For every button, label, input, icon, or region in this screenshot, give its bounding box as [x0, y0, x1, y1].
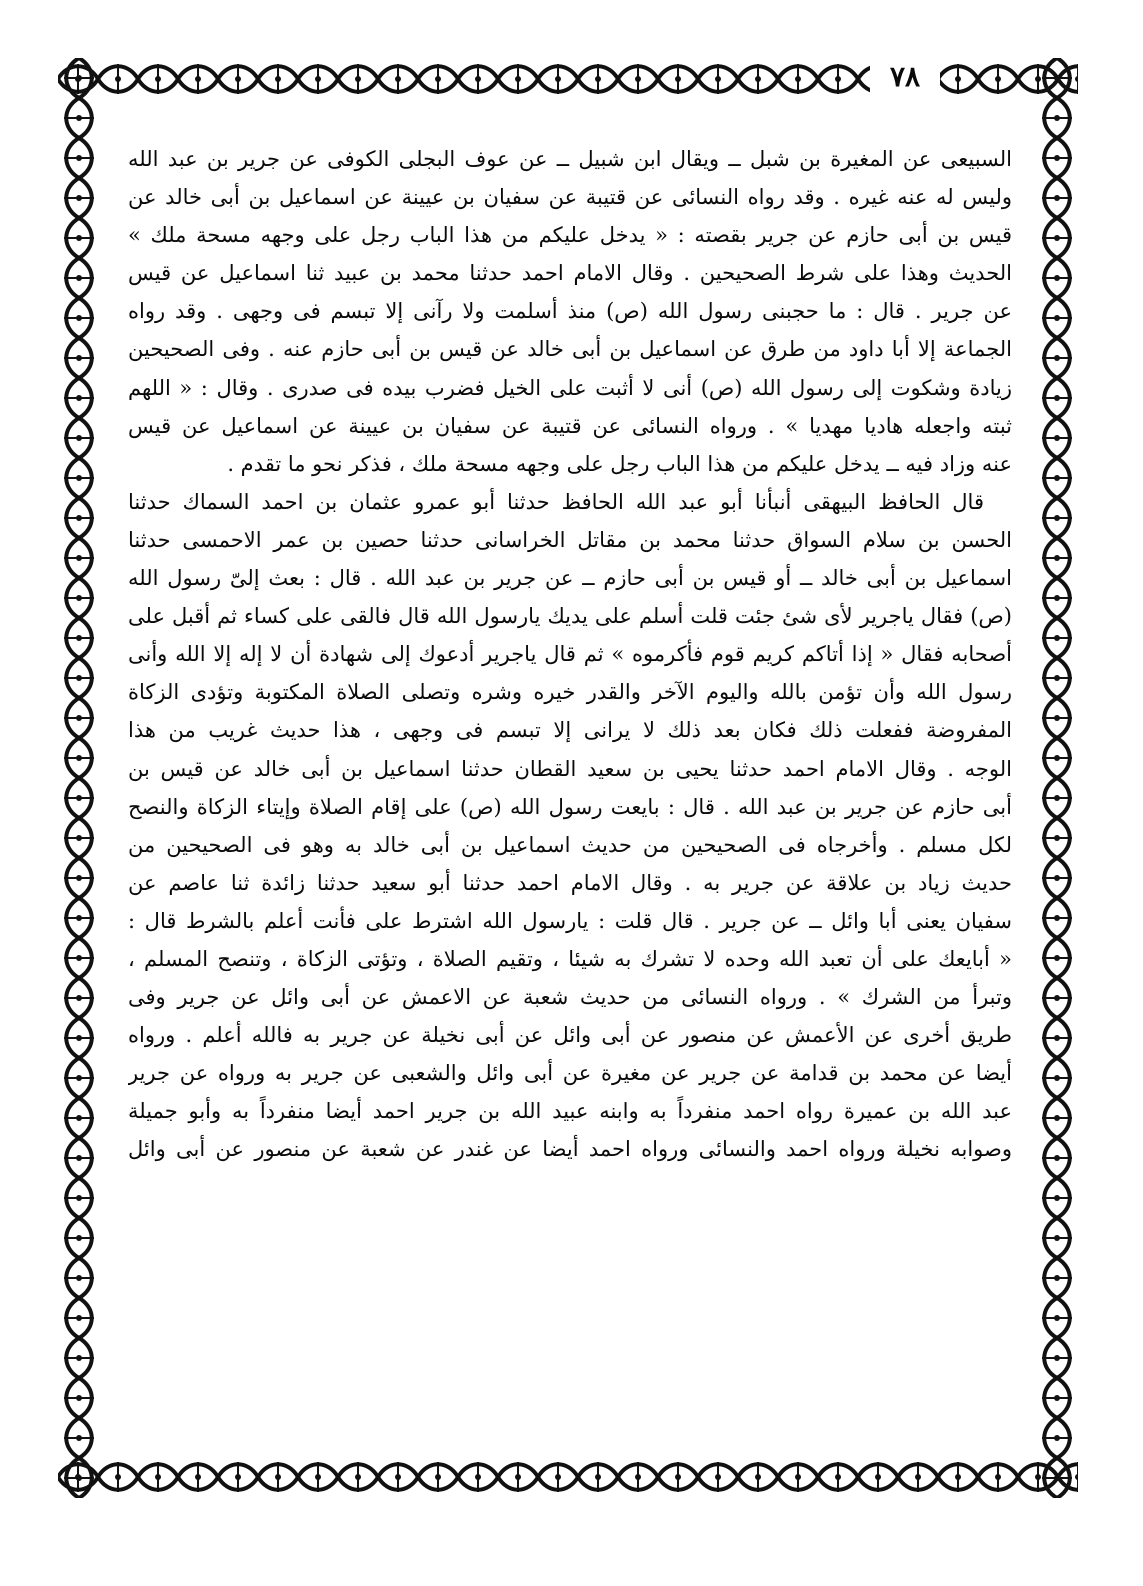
text-line: السبيعى عن المغيرة بن شبل ــ ويقال ابن شبيل ــ عن عوف البجلى الكوفى عن جرير بن عبد الله: [128, 147, 1012, 171]
text-line: أصحابه فقال « إذا أتاكم كريم قوم فأكرموه » ثم قال ياجرير أدعوك إلى شهادة أن لا إله إلا الله وأنى: [128, 642, 1012, 667]
text-line: زيادة وشكوت إلى رسول الله (ص) أنى لا أثبت على الخيل فضرب بيده فى صدرى . وقال : « اللهم: [128, 375, 1012, 400]
text-line: رسول الله وأن تؤمن بالله واليوم الآخر والقدر خيره وشره وتصلى الصلاة المكتوبة وتؤدى الزكاة: [128, 680, 1012, 705]
text-line: عنه وزاد فيه ــ يدخل عليكم من هذا الباب رجل على وجهه مسحة ملك ، فذكر نحو ما تقدم .: [227, 451, 1012, 476]
ornament-border-left: [58, 58, 100, 1498]
ornament-border-bottom: [58, 1456, 1078, 1498]
text-line: عبد الله بن عميرة رواه احمد منفرداً به وابنه عبيد الله بن جرير احمد أيضا منفرداً به وأبو جميلة: [128, 1099, 1012, 1124]
page-number: ٧٨: [870, 60, 940, 94]
text-line: أيضا عن محمد بن قدامة عن جرير عن مغيرة عن أبى وائل والشعبى عن جرير به ورواه عن جرير: [128, 1061, 1012, 1086]
text-line: وتبرأ من الشرك » . ورواه النسائى من حديث شعبة عن الاعمش عن أبى وائل عن جرير وفى: [128, 985, 1012, 1010]
text-line: « أبايعك على أن تعبد الله وحده لا تشرك به شيئا ، وتقيم الصلاة ، وتؤتى الزكاة ، وتنصح المسلم ،: [128, 946, 1012, 971]
text-line: الحسن بن سلام السواق حدثنا محمد بن مقاتل الخراسانى حدثنا حصين بن عمر الاحمسى حدثنا: [128, 527, 1012, 552]
text-line: قيس بن أبى حازم عن جرير بقصته : « يدخل عليكم من هذا الباب رجل على وجهه مسحة ملك »: [128, 223, 1012, 248]
text-line: وصوابه نخيلة ورواه احمد والنسائى ورواه احمد أيضا عن غندر عن شعبة عن منصور عن أبى وائل: [128, 1137, 1012, 1162]
text-line: (ص) فقال ياجرير لأى شئ جئت قلت أسلم على يديك يارسول الله قال فالقى على كساء ثم أقبل على: [128, 604, 1012, 629]
text-line: الجماعة إلا أبا داود من طرق عن اسماعيل بن أبى خالد عن قيس بن أبى حازم عنه . وفى الصحيحين: [128, 337, 1012, 362]
text-line: حديث زياد بن علاقة عن جرير به . وقال الامام احمد حدثنا أبو سعيد حدثنا زائدة ثنا عاصم عن: [128, 870, 1012, 895]
text-line: سفيان يعنى أبا وائل ــ عن جرير . قال قلت : يارسول الله اشترط على فأنت أعلم بالشرط قال :: [128, 908, 1012, 933]
text-line: قال الحافظ البيهقى أنبأنا أبو عبد الله الحافظ حدثنا أبو عمرو عثمان بن احمد السماك حدثنا: [128, 489, 984, 514]
text-line: أبى حازم عن جرير بن عبد الله . قال : بايعت رسول الله (ص) على إقام الصلاة وإيتاء الزكاة والنصح: [128, 794, 1012, 819]
text-body: [128, 140, 1012, 1169]
text-line: وليس له عنه غيره . وقد رواه النسائى عن قتيبة عن سفيان بن عيينة عن اسماعيل بن أبى خالد عن: [128, 185, 1012, 210]
text-line: طريق أخرى عن الأعمش عن منصور عن أبى وائل عن أبى نخيلة عن جرير به فالله أعلم . ورواه: [128, 1023, 1012, 1048]
text-line: ثبته واجعله هاديا مهديا » . ورواه النسائى عن قتيبة عن سفيان بن عيينة عن اسماعيل عن قيس: [128, 413, 1012, 438]
text-line: عن جرير . قال : ما حجبنى رسول الله (ص) منذ أسلمت ولا رآنى إلا تبسم فى وجهى . وقد رواه: [128, 299, 1012, 324]
text-line: لكل مسلم . وأخرجاه فى الصحيحين من حديث اسماعيل بن أبى خالد به وهو فى الصحيحين من: [128, 832, 1012, 857]
text-line: المفروضة ففعلت ذلك فكان بعد ذلك لا يرانى إلا تبسم فى وجهى ، هذا حديث غريب من هذا: [128, 718, 1012, 743]
text-line: الحديث وهذا على شرط الصحيحين . وقال الامام احمد حدثنا محمد بن عبيد ثنا اسماعيل عن قيس: [128, 261, 1012, 286]
text-line: اسماعيل بن أبى خالد ــ أو قيس بن أبى حازم ــ عن جرير بن عبد الله . قال : بعث إلىّ رسول الله: [128, 566, 1012, 591]
ornament-border-right: [1036, 58, 1078, 1498]
text-line: الوجه . وقال الامام احمد حدثنا يحيى بن سعيد القطان حدثنا اسماعيل بن أبى خالد عن قيس بن: [128, 756, 1012, 781]
